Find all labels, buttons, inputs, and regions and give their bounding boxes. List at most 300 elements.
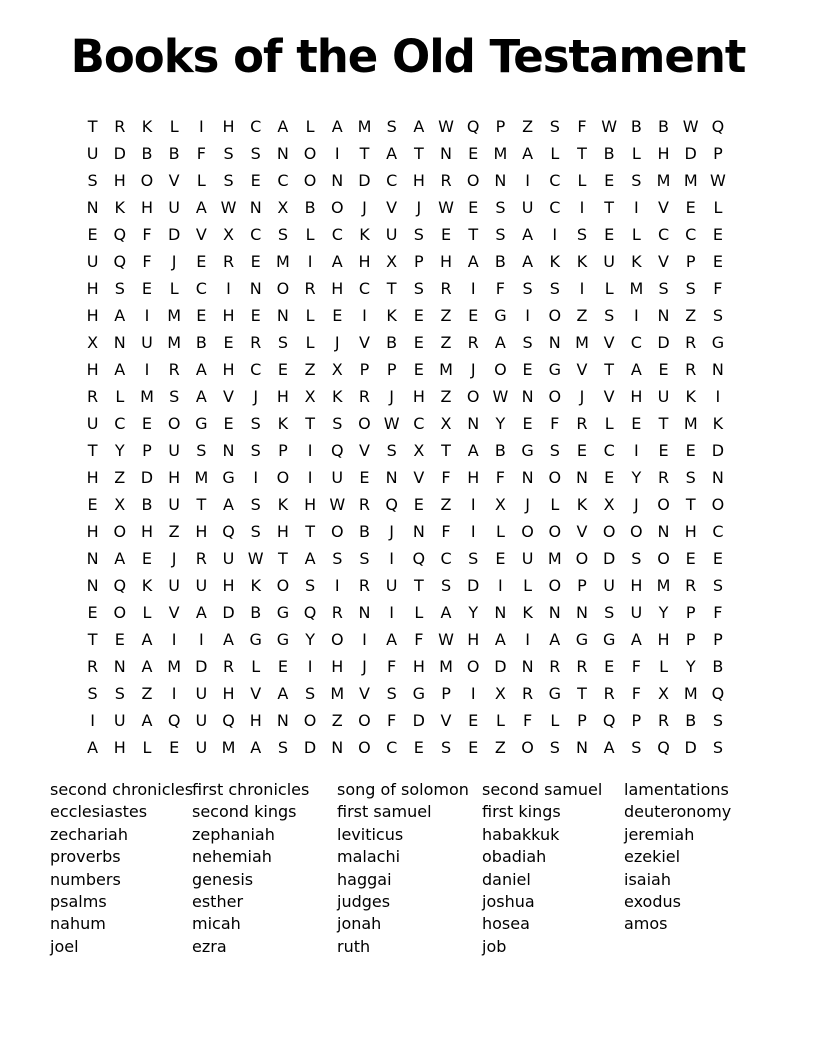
- grid-letter: V: [576, 521, 588, 541]
- grid-letter: J: [389, 386, 395, 406]
- grid-letter: M: [629, 278, 644, 298]
- grid-letter: S: [468, 548, 479, 568]
- grid-letter: Z: [440, 386, 452, 406]
- grid-letter: V: [413, 467, 425, 487]
- grid-letter: A: [277, 683, 289, 703]
- word-list-item: deuteronomy: [624, 802, 732, 822]
- grid-letter: C: [331, 224, 343, 244]
- grid-letter: I: [362, 305, 367, 325]
- grid-letter: T: [604, 197, 615, 217]
- grid-letter: A: [467, 251, 479, 271]
- grid-letter: T: [604, 359, 615, 379]
- grid-letter: M: [493, 143, 508, 163]
- grid-letter: B: [358, 521, 370, 541]
- grid-letter: I: [307, 656, 313, 676]
- grid-letter: S: [712, 710, 723, 730]
- grid-letter: I: [171, 629, 177, 649]
- grid-letter: R: [685, 332, 697, 352]
- grid-letter: E: [468, 305, 479, 325]
- grid-letter: X: [603, 494, 615, 514]
- grid-letter: E: [87, 224, 98, 244]
- grid-letter: S: [495, 224, 506, 244]
- grid-letter: U: [603, 575, 616, 595]
- grid-letter: U: [141, 332, 153, 352]
- grid-letter: N: [86, 575, 99, 595]
- grid-letter: N: [494, 170, 507, 190]
- grid-letter: K: [250, 575, 261, 595]
- grid-letter: R: [358, 494, 371, 514]
- grid-letter: A: [386, 629, 398, 649]
- grid-letter: W: [438, 116, 454, 136]
- grid-letter: F: [495, 467, 505, 487]
- grid-letter: A: [141, 710, 153, 730]
- grid-letter: M: [683, 683, 698, 703]
- grid-letter: E: [277, 656, 288, 676]
- grid-letter: U: [521, 197, 534, 217]
- grid-letter: N: [276, 710, 289, 730]
- grid-letter: A: [250, 737, 262, 757]
- word-list-item: lamentations: [624, 780, 729, 799]
- grid-letter: K: [114, 197, 126, 217]
- grid-letter: K: [685, 386, 696, 406]
- grid-letter: B: [685, 710, 697, 730]
- grid-letter: Z: [440, 305, 452, 325]
- grid-letter: B: [141, 494, 153, 514]
- grid-letter: E: [685, 197, 696, 217]
- grid-letter: G: [521, 440, 534, 460]
- grid-letter: D: [467, 575, 480, 595]
- grid-letter: Y: [114, 440, 125, 460]
- grid-letter: Y: [305, 629, 315, 649]
- word-list: [50, 779, 731, 958]
- grid-letter: T: [413, 575, 424, 595]
- grid-letter: D: [711, 440, 725, 460]
- grid-letter: W: [492, 386, 509, 406]
- grid-letter: K: [386, 305, 397, 325]
- grid-letter: E: [277, 359, 288, 379]
- grid-letter: I: [715, 386, 721, 406]
- grid-letter: F: [441, 467, 451, 487]
- grid-letter: H: [86, 278, 99, 298]
- grid-letter: A: [195, 602, 207, 622]
- grid-letter: S: [196, 440, 207, 460]
- grid-letter: H: [113, 170, 126, 190]
- grid-letter: E: [413, 332, 424, 352]
- grid-letter: I: [171, 683, 177, 703]
- grid-letter: S: [549, 278, 560, 298]
- grid-letter: O: [276, 467, 290, 487]
- grid-letter: N: [86, 197, 99, 217]
- grid-letter: D: [222, 602, 235, 622]
- grid-letter: S: [685, 278, 696, 298]
- grid-letter: S: [386, 440, 397, 460]
- word-search-grid: [79, 113, 732, 761]
- grid-letter: F: [495, 278, 505, 298]
- grid-letter: A: [494, 332, 506, 352]
- grid-letter: F: [387, 710, 397, 730]
- grid-letter: I: [498, 575, 503, 595]
- grid-letter: K: [277, 413, 289, 433]
- word-list-item: second chronicles: [50, 780, 194, 799]
- grid-letter: X: [223, 224, 235, 244]
- grid-letter: X: [87, 332, 99, 352]
- grid-letter: D: [195, 656, 208, 676]
- grid-letter: H: [86, 305, 99, 325]
- grid-letter: Q: [330, 440, 344, 460]
- grid-letter: M: [683, 413, 698, 433]
- grid-letter: R: [222, 656, 235, 676]
- grid-letter: L: [523, 575, 533, 595]
- word-list-item: esther: [192, 892, 244, 912]
- grid-letter: S: [277, 737, 288, 757]
- grid-letter: Q: [167, 710, 181, 730]
- grid-letter: K: [141, 575, 153, 595]
- grid-letter: G: [575, 629, 589, 649]
- grid-letter: R: [657, 710, 670, 730]
- word-list-item: proverbs: [50, 847, 121, 867]
- grid-letter: F: [196, 143, 206, 163]
- grid-letter: L: [305, 116, 315, 136]
- grid-letter: F: [577, 116, 587, 136]
- grid-letter: L: [577, 170, 587, 190]
- grid-letter: N: [521, 467, 534, 487]
- grid-letter: I: [198, 629, 204, 649]
- word-list-item: judges: [337, 892, 391, 912]
- grid-letter: O: [276, 278, 290, 298]
- grid-letter: B: [141, 143, 153, 163]
- grid-letter: J: [525, 494, 530, 514]
- grid-letter: V: [603, 332, 615, 352]
- grid-letter: A: [386, 143, 398, 163]
- grid-letter: O: [113, 521, 127, 541]
- grid-letter: O: [140, 170, 154, 190]
- word-list-item: first samuel: [337, 802, 432, 822]
- grid-letter: J: [253, 386, 259, 406]
- grid-letter: H: [222, 359, 235, 379]
- word-list-item: daniel: [482, 869, 531, 889]
- grid-letter: N: [113, 332, 126, 352]
- grid-letter: A: [630, 359, 642, 379]
- word-list-item: jonah: [337, 914, 382, 934]
- grid-letter: U: [195, 683, 208, 703]
- grid-letter: S: [413, 224, 424, 244]
- grid-letter: N: [657, 305, 670, 325]
- grid-letter: F: [713, 602, 723, 622]
- grid-letter: Q: [711, 683, 725, 703]
- grid-letter: X: [331, 359, 343, 379]
- grid-letter: O: [358, 737, 371, 757]
- grid-letter: I: [552, 224, 558, 244]
- grid-letter: G: [276, 629, 290, 649]
- grid-letter: M: [547, 548, 562, 568]
- grid-letter: N: [276, 143, 289, 163]
- grid-letter: E: [359, 467, 370, 487]
- grid-letter: Z: [168, 521, 180, 541]
- grid-letter: W: [383, 413, 400, 433]
- grid-letter: W: [438, 629, 454, 649]
- grid-letter: E: [604, 467, 615, 487]
- grid-letter: D: [494, 656, 507, 676]
- grid-letter: C: [549, 197, 561, 217]
- grid-letter: H: [467, 629, 480, 649]
- grid-letter: W: [438, 197, 454, 217]
- grid-letter: Z: [685, 305, 697, 325]
- grid-letter: H: [86, 467, 99, 487]
- grid-letter: S: [495, 197, 506, 217]
- grid-letter: P: [577, 710, 587, 730]
- grid-letter: F: [142, 251, 152, 271]
- grid-letter: K: [141, 116, 153, 136]
- grid-letter: P: [278, 440, 288, 460]
- grid-letter: V: [440, 710, 452, 730]
- grid-letter: E: [712, 224, 723, 244]
- grid-letter: S: [114, 683, 125, 703]
- grid-letter: S: [631, 170, 642, 190]
- word-list-item: joel: [50, 936, 79, 956]
- grid-letter: C: [114, 413, 126, 433]
- grid-letter: O: [575, 548, 589, 568]
- grid-letter: T: [658, 413, 669, 433]
- grid-letter: R: [87, 386, 99, 406]
- grid-letter: H: [630, 575, 643, 595]
- grid-letter: G: [711, 332, 725, 352]
- grid-letter: K: [277, 494, 289, 514]
- grid-letter: S: [522, 332, 533, 352]
- grid-letter: V: [658, 251, 669, 271]
- grid-letter: Q: [412, 548, 426, 568]
- grid-letter: T: [196, 494, 207, 514]
- grid-letter: A: [522, 143, 534, 163]
- grid-letter: O: [711, 494, 725, 514]
- grid-letter: J: [362, 197, 367, 217]
- grid-letter: A: [87, 737, 99, 757]
- grid-letter: E: [712, 251, 723, 271]
- grid-letter: E: [332, 305, 343, 325]
- grid-letter: X: [386, 251, 398, 271]
- grid-letter: N: [222, 440, 235, 460]
- grid-letter: N: [494, 602, 507, 622]
- grid-letter: E: [413, 359, 424, 379]
- grid-letter: N: [575, 602, 588, 622]
- grid-letter: C: [413, 413, 425, 433]
- grid-letter: F: [441, 521, 451, 541]
- grid-letter: I: [334, 575, 340, 595]
- grid-letter: T: [87, 629, 98, 649]
- grid-letter: H: [195, 521, 208, 541]
- grid-letter: V: [358, 683, 370, 703]
- grid-letter: E: [631, 413, 642, 433]
- grid-letter: U: [168, 440, 181, 460]
- grid-letter: P: [441, 683, 451, 703]
- grid-letter: Q: [113, 575, 127, 595]
- grid-letter: B: [494, 440, 506, 460]
- grid-letter: E: [223, 413, 234, 433]
- grid-letter: X: [494, 494, 506, 514]
- grid-letter: V: [250, 683, 262, 703]
- grid-letter: R: [168, 359, 180, 379]
- grid-letter: P: [414, 251, 424, 271]
- grid-letter: H: [684, 521, 697, 541]
- grid-letter: E: [522, 413, 533, 433]
- grid-letter: R: [304, 278, 316, 298]
- grid-letter: S: [386, 116, 397, 136]
- grid-letter: B: [658, 116, 670, 136]
- grid-letter: F: [387, 656, 397, 676]
- grid-letter: I: [525, 170, 530, 190]
- grid-letter: P: [495, 116, 506, 136]
- grid-letter: C: [386, 737, 398, 757]
- grid-letter: S: [604, 602, 615, 622]
- grid-letter: J: [579, 386, 585, 406]
- word-list-item: ezekiel: [624, 847, 681, 867]
- grid-letter: H: [222, 305, 235, 325]
- grid-letter: F: [414, 629, 424, 649]
- grid-letter: S: [114, 278, 125, 298]
- grid-letter: W: [601, 116, 618, 136]
- grid-letter: I: [525, 305, 530, 325]
- grid-letter: H: [440, 251, 453, 271]
- grid-letter: O: [521, 737, 534, 757]
- grid-letter: C: [685, 224, 697, 244]
- word-list-item: ezra: [192, 936, 227, 956]
- grid-letter: O: [330, 629, 344, 649]
- word-list-item: isaiah: [624, 869, 671, 889]
- grid-letter: R: [657, 467, 670, 487]
- grid-letter: R: [87, 656, 99, 676]
- grid-letter: B: [603, 143, 615, 163]
- grid-letter: B: [304, 197, 316, 217]
- grid-letter: E: [604, 656, 615, 676]
- grid-letter: X: [304, 386, 316, 406]
- grid-letter: I: [525, 629, 530, 649]
- grid-letter: E: [223, 332, 234, 352]
- grid-letter: A: [195, 197, 207, 217]
- grid-letter: B: [250, 602, 262, 622]
- grid-letter: H: [630, 386, 643, 406]
- grid-letter: L: [142, 602, 152, 622]
- grid-letter: B: [168, 143, 180, 163]
- grid-letter: M: [276, 251, 290, 271]
- grid-letter: M: [439, 656, 453, 676]
- grid-letter: O: [657, 548, 670, 568]
- grid-letter: M: [656, 170, 671, 190]
- grid-letter: Q: [222, 710, 235, 730]
- grid-letter: C: [358, 278, 371, 298]
- grid-letter: C: [657, 224, 670, 244]
- grid-letter: U: [195, 737, 208, 757]
- grid-letter: E: [141, 278, 153, 298]
- word-list-item: genesis: [192, 869, 254, 889]
- puzzle-title: Books of the Old Testament: [70, 30, 746, 83]
- grid-letter: W: [220, 197, 237, 217]
- grid-letter: A: [603, 737, 615, 757]
- grid-letter: A: [331, 251, 343, 271]
- grid-letter: H: [304, 494, 317, 514]
- grid-letter: W: [709, 170, 726, 190]
- grid-letter: P: [713, 143, 723, 163]
- grid-letter: K: [712, 413, 724, 433]
- grid-letter: L: [142, 737, 152, 757]
- grid-letter: L: [550, 494, 560, 514]
- grid-letter: B: [386, 332, 398, 352]
- grid-letter: D: [412, 710, 425, 730]
- grid-letter: T: [386, 278, 397, 298]
- grid-letter: O: [466, 386, 480, 406]
- grid-letter: A: [494, 629, 506, 649]
- grid-letter: O: [466, 656, 480, 676]
- grid-letter: R: [331, 602, 343, 622]
- grid-letter: A: [549, 629, 561, 649]
- grid-letter: R: [358, 575, 371, 595]
- grid-letter: S: [250, 440, 261, 460]
- grid-letter: I: [579, 197, 585, 217]
- grid-letter: N: [711, 359, 724, 379]
- grid-letter: S: [250, 143, 261, 163]
- grid-letter: R: [603, 683, 615, 703]
- grid-letter: K: [576, 494, 588, 514]
- grid-letter: A: [114, 305, 126, 325]
- grid-letter: O: [548, 386, 562, 406]
- grid-letter: Z: [522, 116, 534, 136]
- grid-letter: N: [385, 467, 398, 487]
- grid-letter: U: [521, 548, 534, 568]
- grid-letter: H: [86, 521, 99, 541]
- word-list-item: song of solomon: [337, 780, 469, 799]
- grid-letter: E: [196, 305, 207, 325]
- grid-letter: S: [712, 575, 723, 595]
- grid-letter: L: [196, 170, 206, 190]
- word-list-item: leviticus: [337, 824, 404, 844]
- grid-letter: R: [685, 359, 697, 379]
- word-list-item: haggai: [337, 869, 392, 889]
- grid-letter: E: [141, 548, 153, 568]
- grid-letter: E: [468, 143, 479, 163]
- grid-letter: H: [86, 359, 99, 379]
- grid-letter: Q: [602, 710, 616, 730]
- grid-letter: O: [358, 710, 371, 730]
- grid-letter: E: [413, 305, 424, 325]
- grid-letter: L: [305, 305, 315, 325]
- grid-letter: S: [685, 467, 696, 487]
- grid-letter: U: [630, 602, 643, 622]
- grid-letter: H: [657, 143, 670, 163]
- grid-letter: N: [412, 521, 425, 541]
- grid-letter: I: [389, 602, 395, 622]
- grid-letter: D: [602, 548, 616, 568]
- grid-letter: E: [468, 737, 479, 757]
- grid-letter: L: [713, 197, 723, 217]
- grid-letter: S: [87, 170, 98, 190]
- grid-letter: I: [470, 494, 476, 514]
- grid-letter: N: [711, 467, 724, 487]
- grid-letter: S: [549, 440, 560, 460]
- grid-letter: I: [307, 251, 313, 271]
- grid-letter: E: [658, 440, 669, 460]
- grid-letter: L: [115, 386, 125, 406]
- grid-letter: S: [549, 737, 560, 757]
- grid-letter: O: [657, 494, 670, 514]
- grid-letter: I: [470, 278, 476, 298]
- grid-letter: E: [413, 494, 424, 514]
- grid-letter: E: [440, 224, 452, 244]
- grid-letter: E: [250, 305, 261, 325]
- grid-letter: Q: [113, 251, 127, 271]
- grid-letter: I: [90, 710, 95, 730]
- grid-letter: R: [195, 548, 207, 568]
- grid-letter: X: [277, 197, 289, 217]
- grid-letter: D: [303, 737, 317, 757]
- grid-letter: S: [250, 521, 261, 541]
